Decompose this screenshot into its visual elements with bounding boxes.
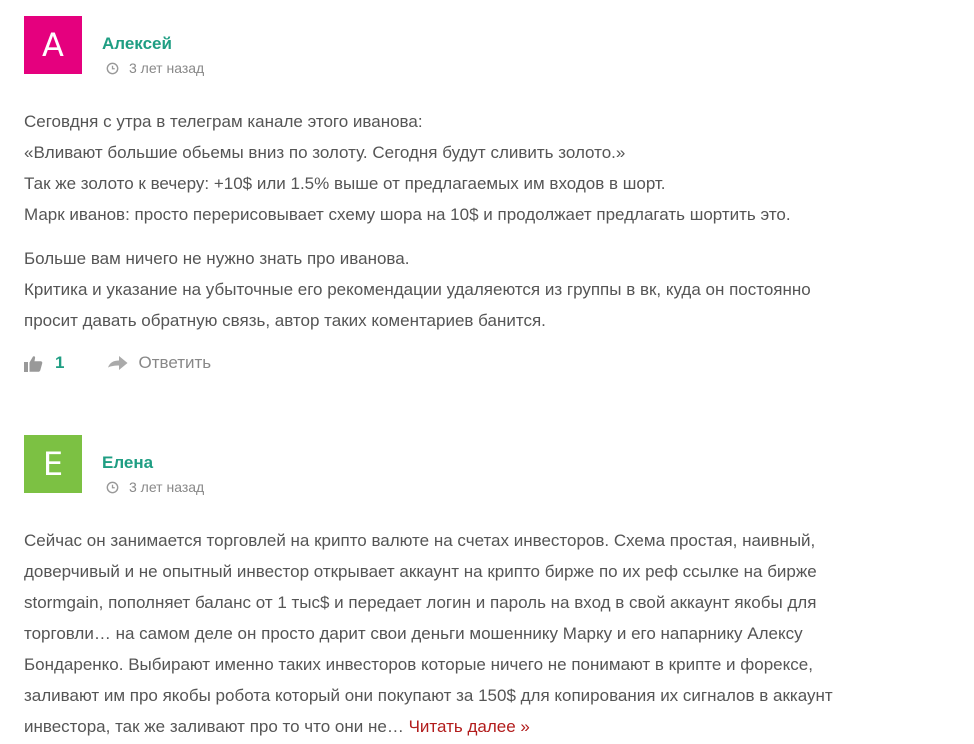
like-count: 1 bbox=[55, 353, 65, 372]
reply-label: Ответить bbox=[138, 353, 212, 372]
like-button[interactable] bbox=[24, 353, 64, 373]
thumbs-up-icon bbox=[24, 355, 43, 372]
reply-arrow-icon bbox=[108, 355, 128, 371]
time-label: 3 лет назад bbox=[129, 60, 205, 76]
author-name[interactable]: Алексей bbox=[102, 34, 172, 53]
comment bbox=[24, 16, 944, 378]
reply-button[interactable] bbox=[108, 353, 211, 373]
comment-time bbox=[106, 479, 204, 495]
comment bbox=[24, 435, 944, 742]
comment-paragraph: Больше вам ничего не нужно знать про иванова. Критика и указание на убыточные его рекомендации удаляеются из группы в вк, куда он постоянно просит давать обратную связь, автор таких коментариев банится. bbox=[24, 249, 811, 330]
comment-time bbox=[106, 60, 204, 76]
time-label: 3 лет назад bbox=[129, 479, 205, 495]
comment-excerpt: Сейчас он занимается торговлей на крипто валюте на счетах инвесторов. Схема простая, наивный, доверчивый и не опытный инвестор открывает аккаунт на крипто бирже по их реф ссылке на бирже stormgain, пополняет баланс от 1 тыс$ и передает логин и пароль на вход в свой аккаунт якобы для торговли… на самом деле он просто дарит свои деньги мошеннику Марку и его напарнику Алексу Бондаренко. Выбирают именно таких инвесторов которые ничего не понимают в крипте и форексе, заливают им про якобы робота который они покупают за 150$ для копирования их сигналов в аккаунт инвестора, так же заливают про то что они не… bbox=[24, 531, 833, 736]
clock-icon bbox=[106, 62, 119, 75]
comment-paragraph bbox=[24, 525, 944, 742]
comment-actions bbox=[24, 348, 944, 378]
comment-header bbox=[24, 435, 944, 493]
read-more-link[interactable]: Читать далее » bbox=[408, 717, 530, 736]
avatar[interactable]: Е bbox=[24, 435, 82, 493]
avatar[interactable]: А bbox=[24, 16, 82, 74]
clock-icon bbox=[106, 481, 119, 494]
comment-header bbox=[24, 16, 944, 74]
comment-text bbox=[24, 525, 944, 742]
comment-text bbox=[24, 106, 944, 336]
comment-paragraph: Сеговдня с утра в телеграм канале этого иванова: «Вливают большие обьемы вниз по золоту. Сегодня будут сливить золото.» Так же золото к вечеру: +10$ или 1.5% выше от предлагаемых им входов в шорт. Марк иванов: просто перерисовывает схему шора на 10$ и продолжает предлагать шортить это. bbox=[24, 112, 791, 224]
author-name[interactable]: Елена bbox=[102, 453, 154, 472]
